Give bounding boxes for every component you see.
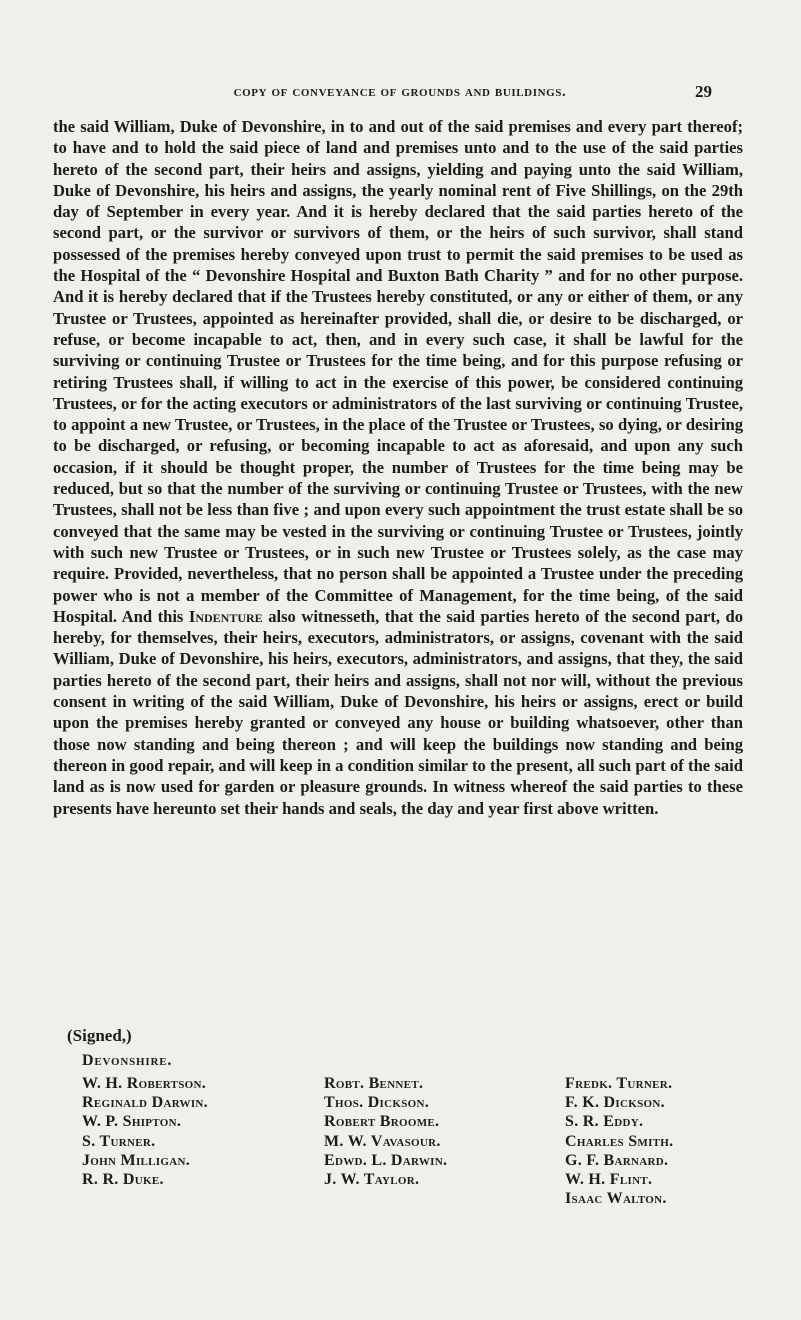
- signatory-name: Isaac Walton.: [565, 1190, 667, 1208]
- signatory-name: G. F. Barnard.: [565, 1151, 669, 1169]
- signatory-name: John Milligan.: [82, 1151, 191, 1169]
- page-number: 29: [695, 82, 712, 101]
- signatory-devonshire: Devonshire.: [82, 1052, 173, 1069]
- body-text: [53, 116, 743, 819]
- indenture-word: Indenture: [188, 606, 263, 626]
- signatory-name: Edwd. L. Darwin.: [324, 1151, 448, 1169]
- running-head: copy of conveyance of grounds and buildings.: [233, 84, 567, 100]
- signatory-name: W. P. Shipton.: [82, 1113, 182, 1131]
- signature-column-2: [324, 1074, 447, 1189]
- signature-column-1: [82, 1074, 208, 1189]
- signatory-name: W. H. Flint.: [565, 1171, 653, 1189]
- signed-label: (Signed,): [67, 1026, 132, 1045]
- signatory-name: Charles Smith.: [565, 1132, 674, 1150]
- signatory-name: J. W. Taylor.: [324, 1171, 420, 1189]
- signatory-name: M. W. Vavasour.: [324, 1132, 441, 1150]
- signature-column-3: [565, 1074, 673, 1208]
- signatory-name: S. Turner.: [82, 1132, 156, 1150]
- body-paragraph: [53, 116, 743, 819]
- signatory-name: F. K. Dickson.: [565, 1094, 665, 1112]
- signatory-name: Robert Broome.: [324, 1113, 440, 1131]
- signatory-name: W. H. Robertson.: [82, 1075, 207, 1092]
- signatory-name: Reginald Darwin.: [82, 1094, 208, 1112]
- signatory-name: R. R. Duke.: [82, 1171, 164, 1189]
- signatory-name: S. R. Eddy.: [565, 1113, 644, 1131]
- body-text-part-1: the said William, Duke of Devonshire, in to and out of the said premises and every part thereof; to have and to hold the said piece of land and premises unto and to the use of the said parties hereto of the second part, their heirs and assigns, yielding and paying unto the said William, Duke of Devonshire, his heirs and assigns, the yearly nominal rent of Five Shillings, on the 29th day of September in every year. And it is hereby declared that the said parties hereto of the second part, or the survivor or survivors of them, or the heirs of such survivor, shall stand possessed of the premises hereby conveyed upon trust to permit the said premises to be used as the Hospital of the “ Devonshire Hospital and Buxton Bath Charity ” and for no other purpose. And it is hereby declared that if the Trustees hereby constituted, or any or either of them, or any Trustee or Trustees, appointed as hereinafter provided, shall die, or desire to be discharged, or refuse, or become incapable to act, then, and in every such case, it shall be lawful for the surviving or continuing Trustee or Trustees for the time being, and for this purpose refusing or retiring Trustees shall, if willing to act in the exercise of this power, be considered continuing Trustees, or for the acting executors or administrators of the last surviving or continuing Trustee, to appoint a new Trustee, or Trustees, in the place of the Trustee or Trustees, so dying, or desiring to be discharged, or refusing, or becoming incapable to act as aforesaid, and upon any such occasion, if it should be thought proper, the number of Trustees for the time being may be reduced, but so that the number of the surviving or continuing Trustee or Trustees, with the new Trustees, shall not be less than five ; and upon every such appointment the trust estate shall be so conveyed that the same may be vested in the surviving or continuing Trustee or Trustees, jointly with such new Trustee or Trustees, or in such new Trustee or Trustees solely, as the case may require. Provided, nevertheless, that no person shall be appointed a Trustee under the preceding power who is not a member of the Committee of Management, for the time being, of the said Hospital. And this: [53, 117, 743, 626]
- signatory-name: Fredk. Turner.: [565, 1075, 673, 1092]
- body-text-part-2: also witnesseth, that the said parties hereto of the second part, do hereby, for themselves, their heirs, executors, administrators, or assigns, covenant with the said William, Duke of Devonshire, his heirs, executors, administrators, and assigns, that they, the said parties hereto of the second part, their heirs and assigns, shall not nor will, without the previous consent in writing of the said William, Duke of Devonshire, his heirs or assigns, erect or build upon the premises hereby granted or conveyed any house or building whatsoever, other than those now standing and being thereon ; and will keep the buildings now standing and being thereon in good repair, and will keep in a condition similar to the present, all such part of the said land as is now used for garden or pleasure grounds. In witness whereof the said parties to these presents have hereunto set their hands and seals, the day and year first above written.: [53, 606, 743, 818]
- signatory-name: Robt. Bennet.: [324, 1075, 424, 1092]
- signatory-name: Thos. Dickson.: [324, 1094, 430, 1112]
